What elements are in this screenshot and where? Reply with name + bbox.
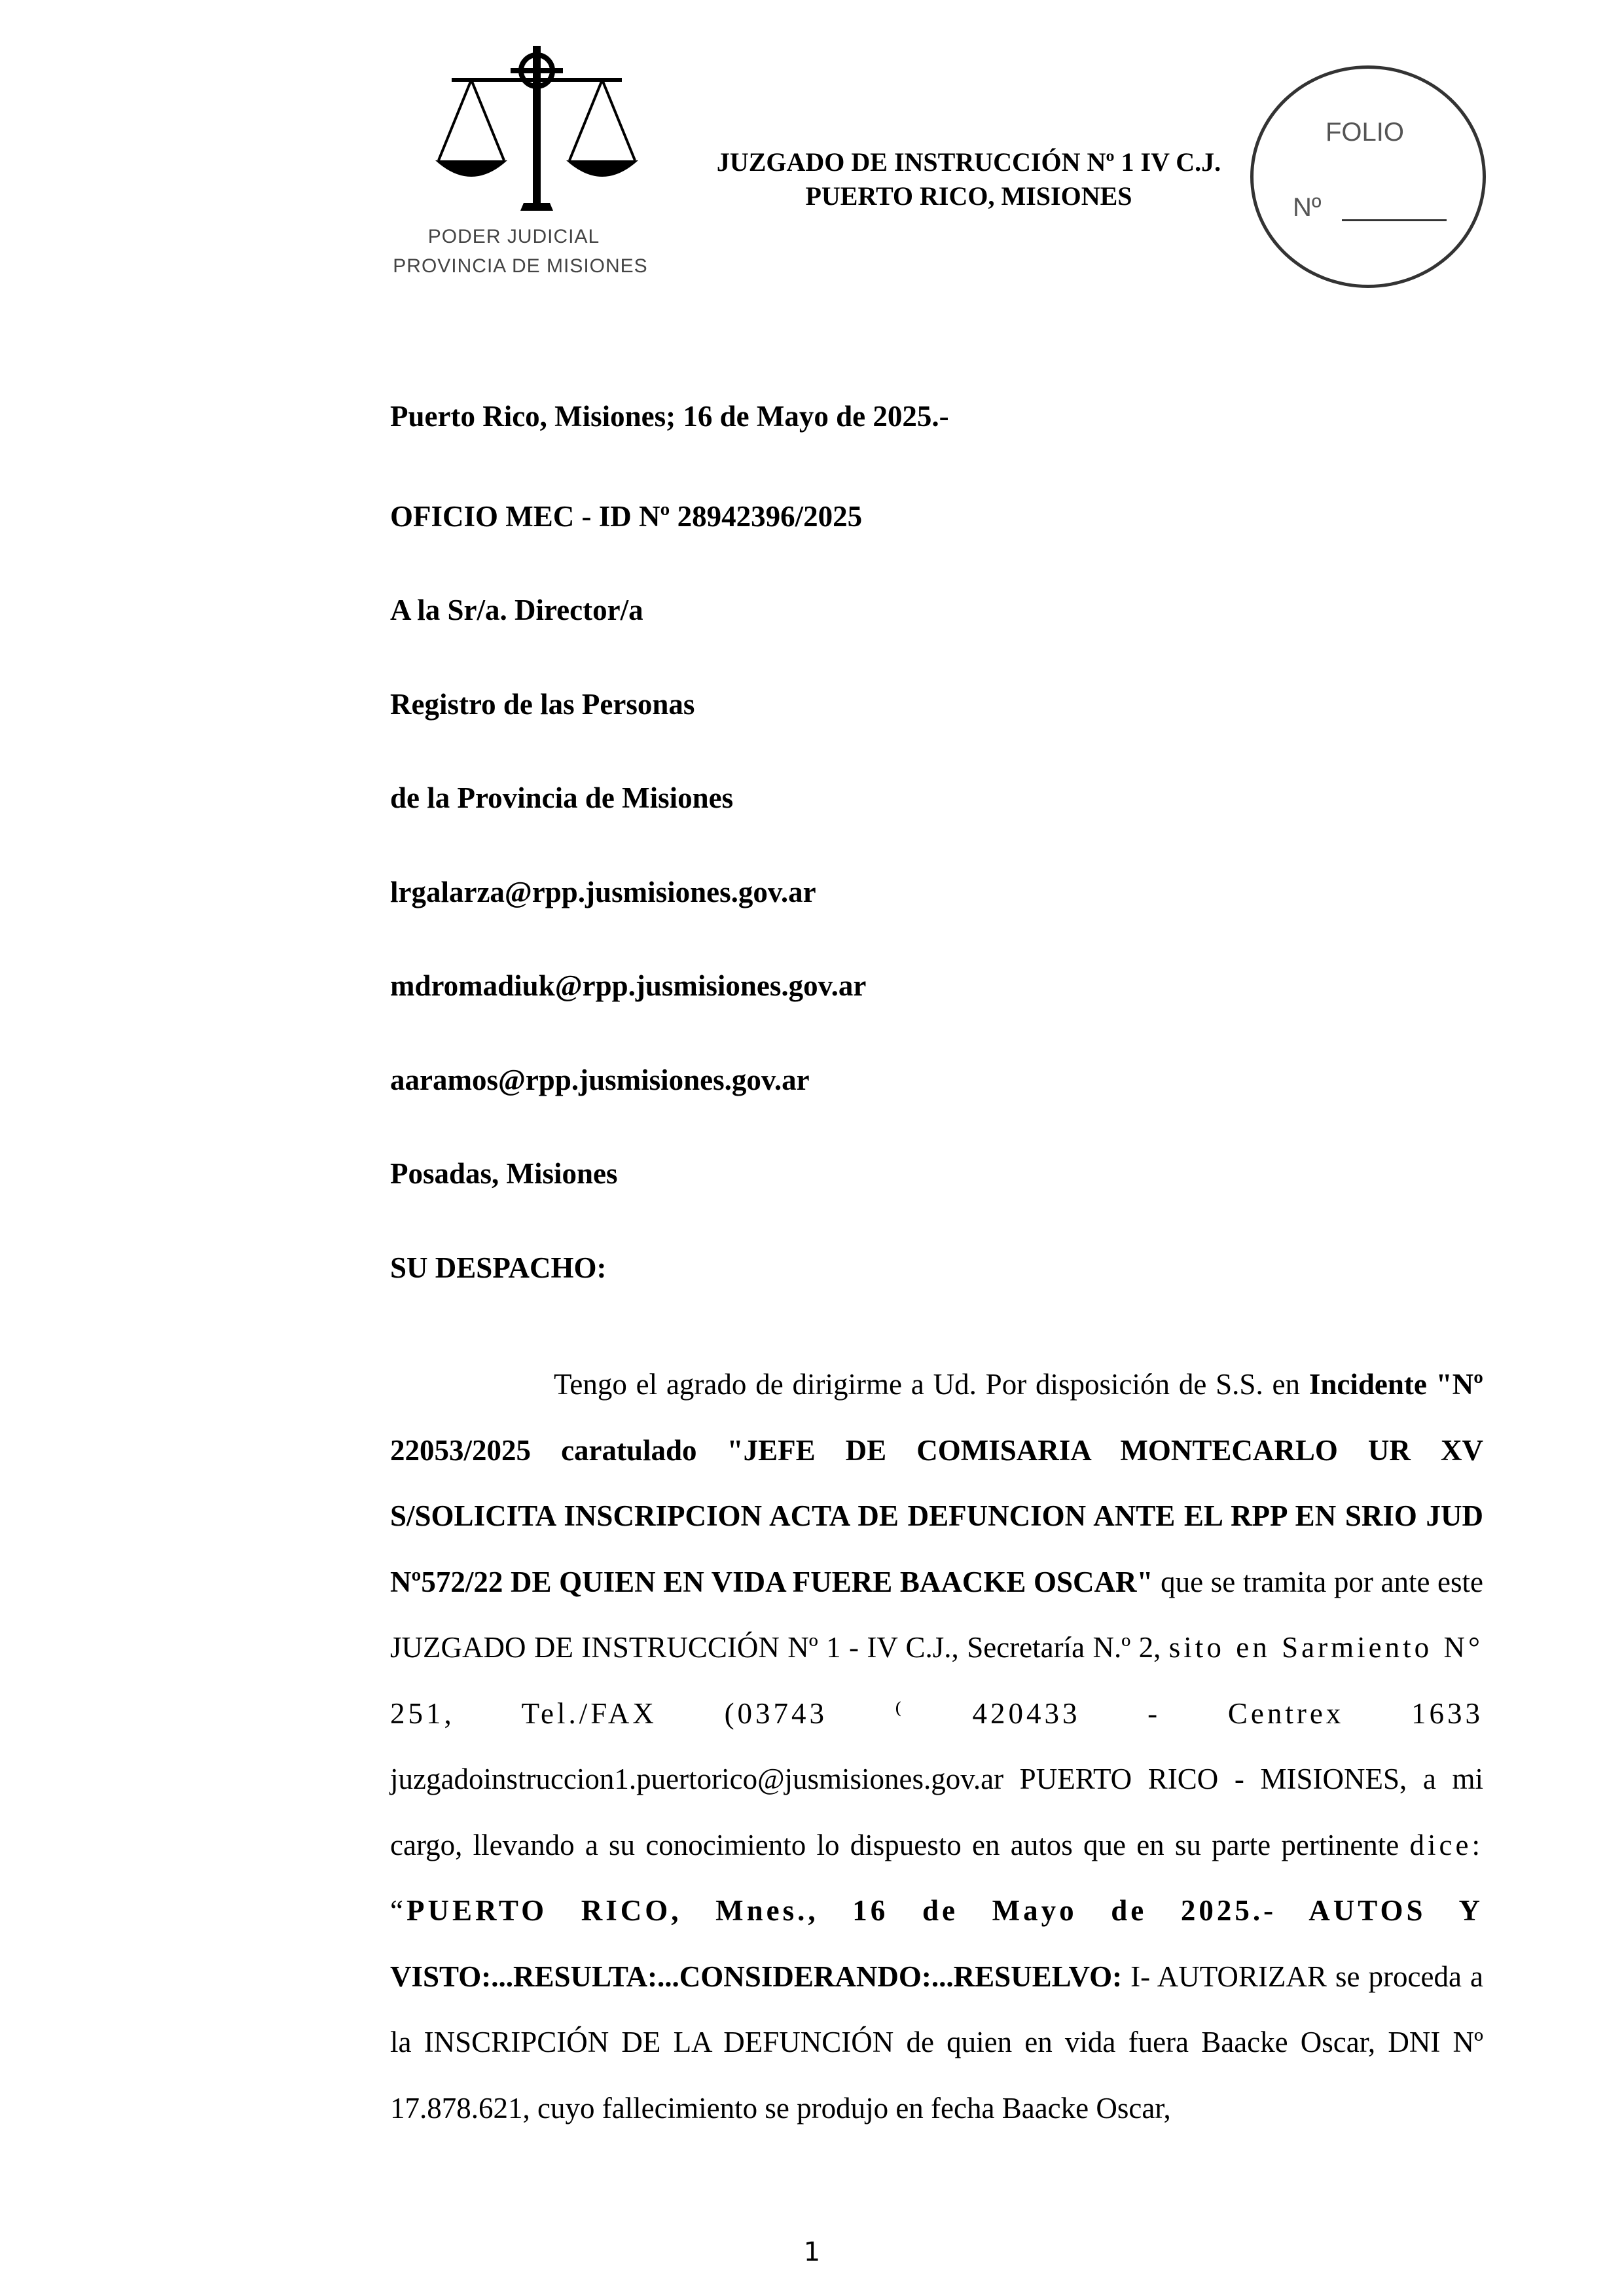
recipient-province: de la Provincia de Misiones — [390, 781, 734, 814]
body-text-dice: dice: “ — [390, 1828, 1483, 1927]
recipient-email-1: lrgalarza@rpp.jusmisiones.gov.ar — [390, 876, 816, 908]
body-text-3: juzgadoinstruccion1.puertorico@jusmisiones.gov.ar PUERTO RICO - MISIONES, a mi cargo, llevando a su conocimiento lo dispuesto en autos que en su parte pertinente — [390, 1763, 1483, 1861]
body-text-2: que se tramita por ante este JUZGADO DE INSTRUCCIÓN Nº 1 - IV C.J., Secretaría N.º 2, — [390, 1565, 1484, 1664]
body-text-4: I- AUTORIZAR se proceda a la INSCRIPCIÓN DE LA DEFUNCIÓN de quien en vida fuera Baacke Oscar, DNI Nº 17.878.621, cuyo fallecimiento se produjo en fecha Baacke Oscar, — [390, 1960, 1483, 2125]
recipient-email-3: aaramos@rpp.jusmisiones.gov.ar — [390, 1064, 810, 1096]
su-despacho: SU DESPACHO: — [390, 1251, 607, 1284]
court-location: PUERTO RICO, MISIONES — [805, 181, 1132, 211]
recipient-city: Posadas, Misiones — [390, 1157, 618, 1190]
folio-stamp — [1250, 65, 1486, 288]
folio-number-label: Nº — [1293, 193, 1322, 222]
recipient-email-2: mdromadiuk@rpp.jusmisiones.gov.ar — [390, 969, 867, 1002]
court-address: sito en Sarmiento N° 251, Tel./FAX (03743 ⁽ 420433 - Centrex 1633 — [390, 1631, 1483, 1730]
scales-of-justice-icon — [432, 39, 641, 216]
oficio-id: OFICIO MEC - ID Nº 28942396/2025 — [390, 500, 863, 533]
court-name: JUZGADO DE INSTRUCCIÓN Nº 1 IV C.J. — [716, 147, 1221, 177]
page-number: 1 — [803, 2237, 821, 2267]
folio-number-blank — [1342, 219, 1447, 221]
recipient-office: Registro de las Personas — [390, 688, 695, 721]
body-paragraph — [390, 1352, 1483, 2141]
document-date: Puerto Rico, Misiones; 16 de Mayo de 2025.- — [390, 400, 949, 433]
court-heading — [681, 145, 1257, 213]
recipient-title: A la Sr/a. Director/a — [390, 594, 643, 626]
resolution-header: PUERTO RICO, Mnes., 16 de Mayo de 2025.- AUTOS Y — [406, 1894, 1483, 1927]
body-text-1: Tengo el agrado de dirigirme a Ud. Por disposición de S.S. en — [554, 1368, 1309, 1401]
folio-label: FOLIO — [1326, 118, 1405, 147]
logo-text-poder-judicial: PODER JUDICIAL — [427, 226, 600, 247]
logo-text-provincia: PROVINCIA DE MISIONES — [393, 255, 648, 277]
resolution-sections: VISTO:...RESULTA:...CONSIDERANDO:...RESUELVO: — [390, 1960, 1123, 1993]
judicial-logo — [393, 39, 681, 301]
case-title: Incidente "Nº 22053/2025 caratulado "JEFE DE COMISARIA MONTECARLO UR XV S/SOLICITA INSCRIPCION ACTA DE DEFUNCION ANTE EL RPP EN SRIO JUD Nº572/22 DE QUIEN EN VIDA FUERE BAACKE OSCAR" — [390, 1368, 1483, 1598]
